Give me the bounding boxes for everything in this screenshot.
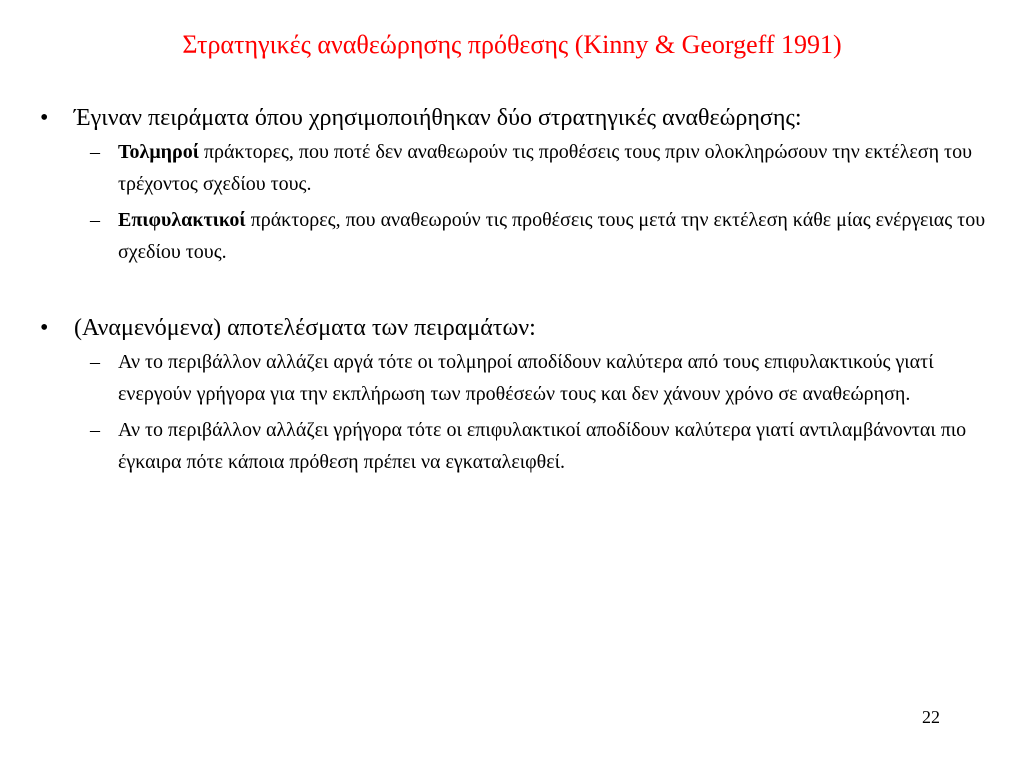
slide-content — [40, 102, 990, 482]
dash-marker: – — [90, 209, 100, 231]
sub-item-bold-agents — [40, 136, 990, 200]
term-cautious-agents: Επιφυλακτικοί — [118, 209, 246, 231]
bullet-results — [40, 312, 990, 344]
spacer — [40, 272, 990, 312]
sub-item-slow-environment — [40, 346, 990, 410]
sub-list-strategies — [40, 136, 990, 268]
sub-item-fast-environment — [40, 414, 990, 478]
bullet-text: Έγιναν πειράματα όπου χρησιμοποιήθηκαν δύο στρατηγικές αναθεώρησης: — [74, 105, 802, 131]
dash-marker: – — [90, 419, 100, 441]
sub-item-cautious-agents — [40, 204, 990, 268]
bullet-marker: • — [40, 315, 49, 341]
sub-item-text: πράκτορες, που ποτέ δεν αναθεωρούν τις προθέσεις τους πριν ολοκληρώσουν την εκτέλεση του τρέχοντος σχεδίου τους. — [118, 141, 972, 195]
sub-item-text: πράκτορες, που αναθεωρούν τις προθέσεις τους μετά την εκτέλεση κάθε μίας ενέργειας του σχεδίου τους. — [118, 209, 986, 263]
dash-marker: – — [90, 141, 100, 163]
sub-item-text: Αν το περιβάλλον αλλάζει γρήγορα τότε οι επιφυλακτικοί αποδίδουν καλύτερα γιατί αντιλαμβάνονται πιο έγκαιρα πότε κάποια πρόθεση πρέπει να εγκαταλειφθεί. — [118, 419, 967, 473]
term-bold-agents: Τολμηροί — [118, 141, 199, 163]
slide-title: Στρατηγικές αναθεώρησης πρόθεσης (Kinny & Georgeff 1991) — [182, 30, 842, 59]
bullet-marker: • — [40, 105, 49, 131]
sub-item-text: Αν το περιβάλλον αλλάζει αργά τότε οι τολμηροί αποδίδουν καλύτερα από τους επιφυλακτικούς γιατί ενεργούν γρήγορα για την εκπλήρωση των προθέσεών τους και δεν χάνουν χρόνο σε αναθεώρηση. — [118, 351, 934, 405]
dash-marker: – — [90, 351, 100, 373]
bullet-text: (Αναμενόμενα) αποτελέσματα των πειραμάτων: — [74, 315, 536, 341]
bullet-experiments — [40, 102, 990, 134]
sub-list-results — [40, 346, 990, 478]
page-number: 22 — [922, 707, 940, 727]
